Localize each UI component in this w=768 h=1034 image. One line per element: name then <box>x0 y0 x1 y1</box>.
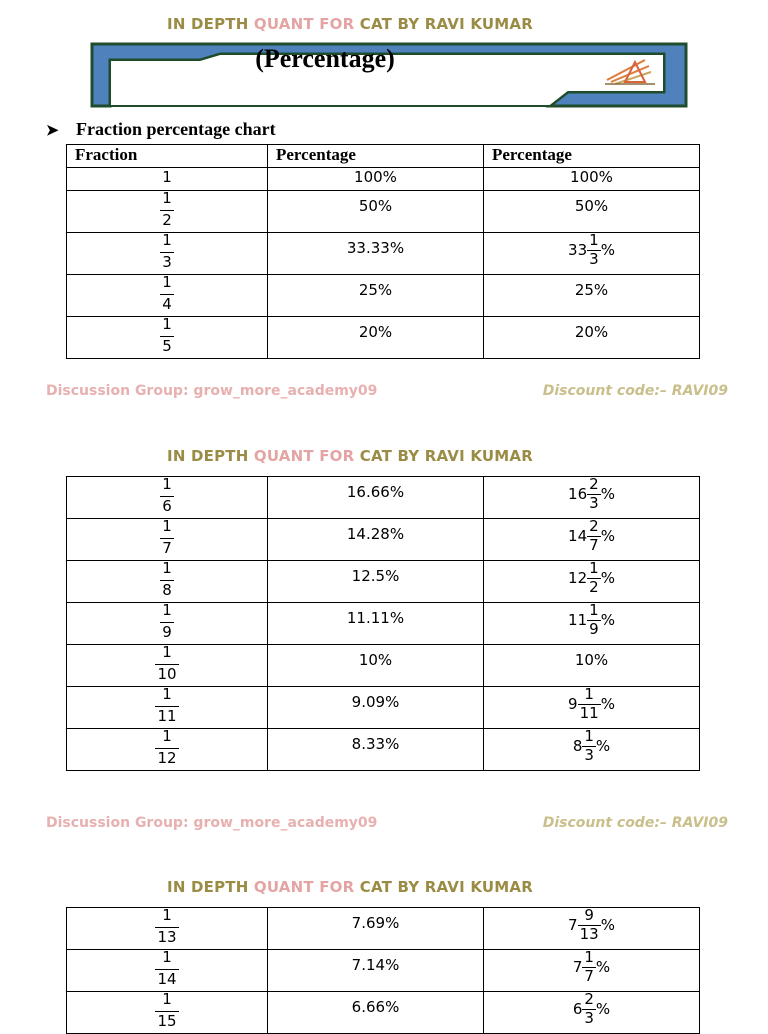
percent-sign: % <box>595 958 611 976</box>
percent-sign: % <box>600 485 615 503</box>
fraction-table-1 <box>66 144 700 359</box>
percentage-value: 50% <box>358 197 393 215</box>
percent-sign: % <box>595 1000 611 1018</box>
fraction-numerator: 1 <box>584 728 594 745</box>
mixed-percentage-value: 20% <box>574 323 609 341</box>
percentage-value: 16.66% <box>346 483 405 501</box>
fraction-cell <box>67 233 268 275</box>
mixed-whole: 7 <box>572 958 583 976</box>
fraction-numerator: 1 <box>162 190 172 207</box>
fraction-numerator: 1 <box>589 602 599 619</box>
mixed-percentage-value <box>568 519 615 553</box>
fraction-table-2 <box>66 476 700 771</box>
fraction-numerator: 1 <box>589 560 599 577</box>
percent-sign: % <box>600 569 615 587</box>
discount-code-text: Discount code:– RAVI09 <box>542 383 728 399</box>
mixed-percentage-value <box>568 687 615 721</box>
percent-sign: % <box>595 737 611 755</box>
fraction-cell <box>67 950 268 992</box>
table-header-row <box>67 145 700 168</box>
fraction-value <box>155 992 178 1029</box>
fraction-denominator: 4 <box>162 295 172 313</box>
section-heading <box>46 119 276 140</box>
fraction-denominator: 12 <box>157 749 177 767</box>
percentage-cell <box>268 950 484 992</box>
table-row <box>67 477 700 519</box>
header-part1: IN DEPTH <box>167 447 254 465</box>
percentage-value: 7.69% <box>351 914 400 932</box>
fraction-table-3 <box>66 907 700 1034</box>
page-header <box>0 15 700 33</box>
percentage-value: 100% <box>354 168 397 186</box>
fraction-numerator: 2 <box>589 518 599 535</box>
fraction-numerator: 1 <box>162 602 172 619</box>
fraction-cell <box>67 191 268 233</box>
table-row <box>67 317 700 359</box>
mixed-percentage-value: 25% <box>574 281 609 299</box>
percentage-cell <box>268 191 484 233</box>
mixed-percentage-cell <box>484 275 700 317</box>
section-title: Fraction percentage chart <box>76 119 276 139</box>
discussion-group-text: Discussion Group: grow_more_academy09 <box>46 383 378 399</box>
table-row <box>67 908 700 950</box>
fraction-cell <box>67 561 268 603</box>
percentage-cell <box>268 908 484 950</box>
percentage-value: 10% <box>358 651 393 669</box>
fraction-denominator: 6 <box>162 497 172 515</box>
mixed-percentage-value <box>573 729 610 763</box>
fraction-cell <box>67 519 268 561</box>
fraction-denominator: 8 <box>162 581 172 599</box>
fraction-numerator: 1 <box>589 232 599 249</box>
fraction-denominator: 11 <box>579 704 599 722</box>
header-part1: IN DEPTH <box>167 878 254 896</box>
mixed-percentage-value <box>568 561 615 595</box>
percent-sign: % <box>600 695 615 713</box>
fraction-denominator: 3 <box>162 253 172 271</box>
fraction-denominator: 13 <box>579 925 599 943</box>
mixed-fraction <box>578 908 601 942</box>
header-part3: CAT BY RAVI KUMAR <box>354 447 533 465</box>
table-row <box>67 561 700 603</box>
fraction-cell <box>67 603 268 645</box>
fraction-numerator: 1 <box>162 232 172 249</box>
mixed-percentage-value <box>568 908 615 942</box>
percent-sign: % <box>600 527 615 545</box>
percentage-cell <box>268 233 484 275</box>
mixed-percentage-value <box>573 992 610 1026</box>
fraction-numerator: 1 <box>162 644 172 661</box>
fraction-numerator: 2 <box>584 991 594 1008</box>
page-header <box>0 447 700 465</box>
fraction-value <box>155 950 178 987</box>
percentage-value: 25% <box>358 281 393 299</box>
fraction-numerator: 1 <box>162 907 172 924</box>
fraction-denominator: 13 <box>157 928 177 946</box>
table-row <box>67 645 700 687</box>
fraction-cell <box>67 317 268 359</box>
fraction-cell <box>67 992 268 1034</box>
percentage-cell <box>268 168 484 191</box>
percentage-cell <box>268 687 484 729</box>
fraction-cell <box>67 477 268 519</box>
fraction-denominator: 14 <box>157 970 177 988</box>
mixed-fraction <box>587 477 601 511</box>
fraction-cell <box>67 275 268 317</box>
mixed-percentage-cell <box>484 317 700 359</box>
percent-sign: % <box>600 916 615 934</box>
percentage-cell <box>268 561 484 603</box>
mixed-percentage-value: 100% <box>570 168 613 186</box>
header-part2: QUANT FOR <box>253 447 355 465</box>
fraction-denominator: 7 <box>584 967 594 985</box>
mixed-whole: 14 <box>568 527 588 545</box>
percentage-cell <box>268 275 484 317</box>
mixed-percentage-cell <box>484 168 700 191</box>
mixed-whole: 11 <box>568 611 588 629</box>
mixed-whole: 33 <box>568 241 588 259</box>
fraction-value: 1 <box>162 168 172 186</box>
discussion-group-text: Discussion Group: grow_more_academy09 <box>46 815 378 831</box>
mixed-percentage-cell <box>484 908 700 950</box>
percentage-value: 20% <box>358 323 393 341</box>
fraction-numerator: 1 <box>162 728 172 745</box>
fraction-value <box>160 603 174 640</box>
fraction-denominator: 9 <box>589 620 599 638</box>
header-percentage: Percentage <box>268 145 484 168</box>
percentage-cell <box>268 645 484 687</box>
mixed-whole: 6 <box>572 1000 583 1018</box>
mixed-fraction <box>587 603 601 637</box>
fraction-cell <box>67 645 268 687</box>
mixed-percentage-value <box>568 603 615 637</box>
fraction-value <box>160 233 174 270</box>
mixed-percentage-cell <box>484 561 700 603</box>
table-row <box>67 950 700 992</box>
mixed-whole: 12 <box>568 569 588 587</box>
percentage-value: 11.11% <box>346 609 405 627</box>
fraction-value <box>155 729 178 766</box>
fraction-denominator: 3 <box>589 250 599 268</box>
mixed-whole: 9 <box>568 695 578 713</box>
fraction-value <box>160 477 174 514</box>
table-row <box>67 168 700 191</box>
mixed-percentage-cell <box>484 233 700 275</box>
table-row <box>67 687 700 729</box>
fraction-numerator: 1 <box>584 686 594 703</box>
fraction-denominator: 3 <box>584 746 594 764</box>
table-row <box>67 275 700 317</box>
fraction-denominator: 7 <box>162 539 172 557</box>
fraction-denominator: 5 <box>162 337 172 355</box>
fraction-denominator: 3 <box>584 1009 594 1027</box>
banner-title: (Percentage) <box>255 44 395 73</box>
percentage-cell <box>268 317 484 359</box>
fraction-denominator: 10 <box>157 665 177 683</box>
fraction-value <box>155 645 178 682</box>
header-fraction: Fraction <box>67 145 268 168</box>
header-part1: IN DEPTH <box>167 15 254 33</box>
mixed-whole: 16 <box>568 485 588 503</box>
table-row <box>67 233 700 275</box>
mixed-fraction <box>578 687 601 721</box>
fraction-cell <box>67 729 268 771</box>
bullet-arrow-icon: ➤ <box>46 123 59 139</box>
fraction-value <box>160 275 174 312</box>
fraction-numerator: 1 <box>162 518 172 535</box>
fraction-denominator: 2 <box>589 578 599 596</box>
percent-sign: % <box>600 611 615 629</box>
fraction-denominator: 3 <box>589 494 599 512</box>
fraction-denominator: 9 <box>162 623 172 641</box>
mixed-percentage-value <box>568 477 615 511</box>
header-part3: CAT BY RAVI KUMAR <box>354 15 533 33</box>
header-percentage-mixed: Percentage <box>484 145 700 168</box>
mixed-percentage-value <box>568 233 615 267</box>
percentage-cell <box>268 477 484 519</box>
table-row <box>67 992 700 1034</box>
percentage-cell <box>268 992 484 1034</box>
fraction-value <box>160 191 174 228</box>
percentage-value: 6.66% <box>351 998 400 1016</box>
mixed-fraction <box>587 233 601 267</box>
fraction-numerator: 1 <box>162 949 172 966</box>
fraction-value <box>160 317 174 354</box>
fraction-numerator: 1 <box>162 686 172 703</box>
discount-code-text: Discount code:– RAVI09 <box>542 815 728 831</box>
fraction-cell <box>67 908 268 950</box>
fraction-denominator: 2 <box>162 211 172 229</box>
mixed-whole: 8 <box>572 737 583 755</box>
mixed-percentage-cell <box>484 729 700 771</box>
percentage-value: 14.28% <box>346 525 405 543</box>
fraction-numerator: 1 <box>162 991 172 1008</box>
fraction-denominator: 7 <box>589 536 599 554</box>
percentage-cell <box>268 519 484 561</box>
mixed-percentage-cell <box>484 519 700 561</box>
fraction-value <box>160 561 174 598</box>
table-row <box>67 519 700 561</box>
fraction-numerator: 2 <box>589 476 599 493</box>
fraction-numerator: 1 <box>584 949 594 966</box>
fraction-numerator: 1 <box>162 316 172 333</box>
mixed-fraction <box>587 519 601 553</box>
fraction-cell <box>67 687 268 729</box>
mixed-percentage-value: 10% <box>574 651 609 669</box>
header-part2: QUANT FOR <box>253 15 355 33</box>
mixed-fraction <box>582 729 596 763</box>
mixed-fraction <box>582 992 596 1026</box>
header-part3: CAT BY RAVI KUMAR <box>354 878 533 896</box>
fraction-numerator: 1 <box>162 274 172 291</box>
page-header <box>0 878 700 896</box>
table-row <box>67 603 700 645</box>
fraction-value <box>155 687 178 724</box>
fraction-value <box>155 908 178 945</box>
fraction-denominator: 15 <box>157 1012 177 1030</box>
percentage-cell <box>268 729 484 771</box>
mixed-percentage-cell <box>484 992 700 1034</box>
mixed-percentage-cell <box>484 687 700 729</box>
mixed-percentage-cell <box>484 477 700 519</box>
mixed-fraction <box>587 561 601 595</box>
header-part2: QUANT FOR <box>253 878 355 896</box>
mixed-whole: 7 <box>568 916 578 934</box>
percentage-cell <box>268 603 484 645</box>
percentage-value: 8.33% <box>351 735 400 753</box>
table-row <box>67 191 700 233</box>
mixed-percentage-cell <box>484 603 700 645</box>
mixed-percentage-value <box>573 950 610 984</box>
table-row <box>67 729 700 771</box>
mixed-percentage-cell <box>484 645 700 687</box>
fraction-numerator: 1 <box>162 476 172 493</box>
percentage-value: 33.33% <box>346 239 405 257</box>
mixed-percentage-cell <box>484 950 700 992</box>
fraction-numerator: 1 <box>162 560 172 577</box>
fraction-denominator: 11 <box>157 707 177 725</box>
fraction-numerator: 9 <box>584 907 594 924</box>
percentage-value: 9.09% <box>351 693 400 711</box>
percentage-value: 12.5% <box>351 567 400 585</box>
fraction-cell <box>67 168 268 191</box>
percent-sign: % <box>600 241 615 259</box>
fraction-value <box>160 519 174 556</box>
percentage-value: 7.14% <box>351 956 400 974</box>
mixed-percentage-cell <box>484 191 700 233</box>
mixed-percentage-value: 50% <box>574 197 609 215</box>
mixed-fraction <box>582 950 596 984</box>
